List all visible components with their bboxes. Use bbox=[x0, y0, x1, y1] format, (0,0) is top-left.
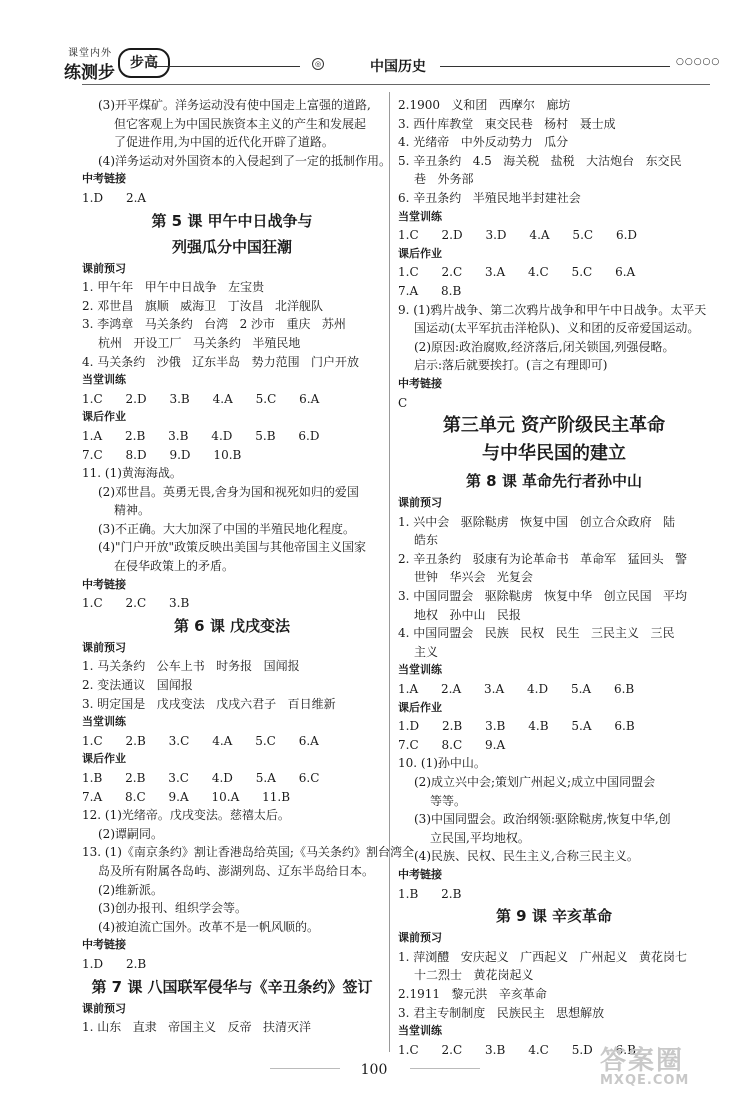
brand-logo bbox=[64, 46, 174, 82]
answer-line: (3)不正确。大大加深了中国的半殖民地化程度。 bbox=[98, 521, 355, 536]
answer-line: 1.D 2.B 3.B 4.B 5.A 6.B bbox=[398, 719, 635, 734]
answer-line: 2.1911 黎元洪 辛亥革命 bbox=[398, 986, 547, 1001]
answer-line: 1.C 2.D 3.B 4.A 5.C 6.A bbox=[82, 391, 320, 406]
answer-line: (4)洋务运动对外国资本的入侵起到了一定的抵制作用。 bbox=[98, 153, 392, 168]
right-column bbox=[398, 96, 710, 1059]
answer-line: 7.C 8.D 9.D 10.B bbox=[82, 447, 242, 462]
answer-line: 世钟 华兴会 光复会 bbox=[414, 570, 533, 585]
answer-line: 精神。 bbox=[114, 503, 151, 518]
subject-icon: ◎ bbox=[312, 58, 324, 70]
page-header bbox=[0, 0, 750, 90]
answer-line: 地权 孙中山 民报 bbox=[414, 607, 521, 622]
answer-line: 1.C 2.C 3.A 4.C 5.C 6.A bbox=[398, 265, 636, 280]
answer-line: 等等。 bbox=[430, 793, 467, 808]
answer-line: 9. (1)鸦片战争、第二次鸦片战争和甲午中日战争。太平天 bbox=[398, 302, 707, 317]
watermark bbox=[600, 1040, 745, 1096]
column-divider bbox=[389, 92, 390, 1052]
brand-small-text: 课堂内外 bbox=[68, 48, 112, 59]
section-heading: 课前预习 bbox=[398, 496, 442, 510]
section-heading: 当堂训练 bbox=[398, 209, 442, 223]
answer-line: 11. (1)黄海海战。 bbox=[82, 466, 182, 481]
section-heading: 课后作业 bbox=[398, 700, 442, 714]
answer-line: 杭州 开设工厂 马关条约 半殖民地 bbox=[98, 335, 301, 350]
section-heading: 当堂训练 bbox=[82, 715, 126, 729]
answer-line: 主义 bbox=[414, 644, 439, 659]
section-heading: 课前预习 bbox=[398, 931, 442, 945]
answer-line: 2. 辛丑条约 驳康有为论革命书 革命军 猛回头 警 bbox=[398, 551, 688, 566]
lesson-title: 第 9 课 辛亥革命 bbox=[495, 907, 613, 926]
answer-line: (3)中国同盟会。政治纲领:驱除鞑虏,恢复中华,创 bbox=[414, 812, 671, 827]
answer-line: 12. (1)光绪帝。戊戌变法。慈禧太后。 bbox=[82, 808, 290, 823]
answer-line: 1.D 2.B bbox=[82, 956, 147, 971]
answer-line: 1. 兴中会 驱除鞑虏 恢复中国 创立合众政府 陆 bbox=[398, 514, 676, 529]
brand-big-text: 练测步 bbox=[64, 63, 115, 83]
footer-ornament-right bbox=[410, 1068, 480, 1069]
answer-line: 7.C 8.C 9.A bbox=[398, 737, 506, 752]
answer-line: 1.A 2.A 3.A 4.D 5.A 6.B bbox=[398, 682, 635, 697]
answer-line: 7.A 8.C 9.A 10.A 11.B bbox=[82, 789, 291, 804]
footer-ornament-left bbox=[270, 1068, 340, 1069]
answer-line: 1. 萍浏醴 安庆起义 广西起义 广州起义 黄花岗七 bbox=[398, 949, 688, 964]
watermark-line1: 答案圈 bbox=[600, 1046, 685, 1076]
answer-line: (4)民族、民权、民生主义,合称三民主义。 bbox=[414, 849, 639, 864]
header-rule-left bbox=[150, 66, 300, 67]
answer-line: 3. 中国同盟会 驱除鞑虏 恢复中华 创立民国 平均 bbox=[398, 589, 688, 604]
answer-line: (4)"门户开放"政策反映出美国与其他帝国主义国家 bbox=[98, 540, 367, 555]
section-heading: 中考链接 bbox=[398, 867, 442, 881]
answer-line: C bbox=[398, 395, 408, 410]
section-heading: 中考链接 bbox=[82, 172, 126, 186]
answer-line: (2)邓世昌。英勇无畏,舍身为国和视死如归的爱国 bbox=[98, 484, 359, 499]
subject-title: 中国历史 bbox=[370, 59, 426, 75]
answer-line: 1.B 2.B bbox=[398, 886, 462, 901]
unit-title: 第三单元 资产阶级民主革命 bbox=[442, 415, 666, 437]
answer-line: 3. 西什库教堂 東交民巷 杨村 聂士成 bbox=[398, 116, 616, 131]
answer-line: 立民国,平均地权。 bbox=[430, 830, 530, 845]
answer-line: (2)成立兴中会;策划广州起义;成立中国同盟会 bbox=[414, 775, 656, 789]
header-rule-right bbox=[440, 66, 670, 67]
answer-line: 7.A 8.B bbox=[398, 283, 462, 298]
answer-line: 4. 中国同盟会 民族 民权 民生 三民主义 三民 bbox=[398, 626, 675, 641]
lesson-title: 第 6 课 戊戌变法 bbox=[173, 616, 291, 635]
header-underline bbox=[82, 84, 710, 85]
answer-line: 4. 马关条约 沙俄 辽东半岛 势力范围 门户开放 bbox=[82, 354, 360, 369]
answer-line: 3. 明定国是 戊戌变法 戊戌六君子 百日维新 bbox=[82, 696, 336, 711]
answer-line: 1.C 2.B 3.C 4.A 5.C 6.A bbox=[82, 733, 319, 748]
answer-line: 6. 辛丑条约 半殖民地半封建社会 bbox=[398, 190, 581, 205]
answer-line: (3)开平煤矿。洋务运动没有使中国走上富强的道路, bbox=[98, 98, 371, 112]
answer-line: 1.C 2.D 3.D 4.A 5.C 6.D bbox=[398, 228, 638, 243]
answer-line: 13. (1)《南京条约》割让香港岛给英国;《马关条约》割台湾全 bbox=[82, 845, 414, 860]
lesson-title: 列强瓜分中国狂潮 bbox=[171, 237, 292, 256]
answer-line: 1.B 2.B 3.C 4.D 5.A 6.C bbox=[82, 771, 320, 785]
section-heading: 中考链接 bbox=[398, 376, 442, 390]
section-heading: 当堂训练 bbox=[398, 1024, 442, 1038]
section-heading: 课后作业 bbox=[82, 752, 126, 766]
answer-line: 5. 辛丑条约 4.5 海关税 盐税 大沽炮台 东交民 bbox=[398, 153, 682, 168]
answer-line: 2.1900 义和团 西摩尔 廊坊 bbox=[398, 98, 571, 112]
section-heading: 课后作业 bbox=[398, 246, 442, 260]
section-heading: 课前预习 bbox=[82, 261, 126, 275]
section-heading: 当堂训练 bbox=[82, 373, 126, 387]
answer-line: 十二烈士 黄花岗起义 bbox=[414, 968, 534, 983]
answer-line: 启示:落后就要挨打。(言之有理即可) bbox=[414, 358, 608, 373]
answer-line: 1.A 2.B 3.B 4.D 5.B 6.D bbox=[82, 428, 320, 443]
answer-line: (2)维新派。 bbox=[98, 882, 163, 897]
answer-line: 2. 邓世昌 旗顺 威海卫 丁汝昌 北洋舰队 bbox=[82, 298, 324, 313]
answer-line: 1.C 2.C 3.B 4.C 5.D 6.B bbox=[398, 1042, 636, 1057]
answer-line: 2. 变法通议 国闻报 bbox=[82, 678, 193, 693]
section-heading: 中考链接 bbox=[82, 938, 126, 952]
section-heading: 中考链接 bbox=[82, 577, 126, 591]
unit-title: 与中华民国的建立 bbox=[482, 443, 626, 465]
section-heading: 课前预习 bbox=[82, 640, 126, 654]
answer-line: (2)原因:政治腐败,经济落后,闭关锁国,列强侵略。 bbox=[414, 339, 675, 354]
section-heading: 课前预习 bbox=[82, 1001, 126, 1015]
answer-line: (2)谭嗣同。 bbox=[98, 826, 163, 841]
answer-line: 3. 李鸿章 马关条约 台湾 2 沙市 重庆 苏州 bbox=[82, 317, 346, 332]
left-column bbox=[82, 96, 414, 1037]
answer-line: 国运动(太平军抗击洋枪队)、义和团的反帝爱国运动。 bbox=[414, 321, 700, 336]
answer-line: 巷 外务部 bbox=[414, 172, 474, 187]
answer-line: 1. 甲午年 甲午中日战争 左宝贵 bbox=[82, 280, 265, 295]
answer-line: 了促进作用,为中国的近代化开辟了道路。 bbox=[114, 135, 334, 150]
page-number: 100 bbox=[360, 1062, 388, 1078]
answer-line: 1.C 2.C 3.B bbox=[82, 596, 190, 611]
header-dots: ○○○○○ bbox=[676, 57, 721, 67]
answer-line: 1.D 2.A bbox=[82, 190, 147, 205]
answer-line: 3. 君主专制制度 民族民主 思想解放 bbox=[398, 1005, 605, 1020]
answer-line: 4. 光绪帝 中外反动势力 瓜分 bbox=[398, 135, 569, 150]
answer-line: 但它客观上为中国民族资本主义的产生和发展起 bbox=[114, 116, 367, 131]
answer-line: 皓东 bbox=[414, 533, 439, 548]
brand-badge: 步高 bbox=[118, 48, 170, 78]
lesson-title: 第 8 课 革命先行者孙中山 bbox=[465, 472, 643, 491]
answer-line: 10. (1)孙中山。 bbox=[398, 756, 486, 771]
section-heading: 当堂训练 bbox=[398, 663, 442, 677]
answer-line: (4)被迫流亡国外。改革不是一帆风顺的。 bbox=[98, 919, 319, 934]
section-heading: 课后作业 bbox=[82, 410, 126, 424]
answer-line: 岛及所有附属各岛屿、澎湖列岛、辽东半岛给日本。 bbox=[98, 863, 375, 878]
answer-line: 1. 马关条约 公车上书 时务报 国闻报 bbox=[82, 659, 300, 674]
answer-line: 在侵华政策上的矛盾。 bbox=[114, 559, 235, 574]
lesson-title: 第 7 课 八国联军侵华与《辛丑条约》签订 bbox=[91, 977, 373, 996]
answer-line: 1. 山东 直隶 帝国主义 反帝 扶清灭洋 bbox=[82, 1020, 312, 1035]
watermark-line2: MXQE.COM bbox=[600, 1073, 690, 1088]
lesson-title: 第 5 课 甲午中日战争与 bbox=[151, 211, 313, 230]
answer-line: (3)创办报刊、组织学会等。 bbox=[98, 901, 247, 916]
